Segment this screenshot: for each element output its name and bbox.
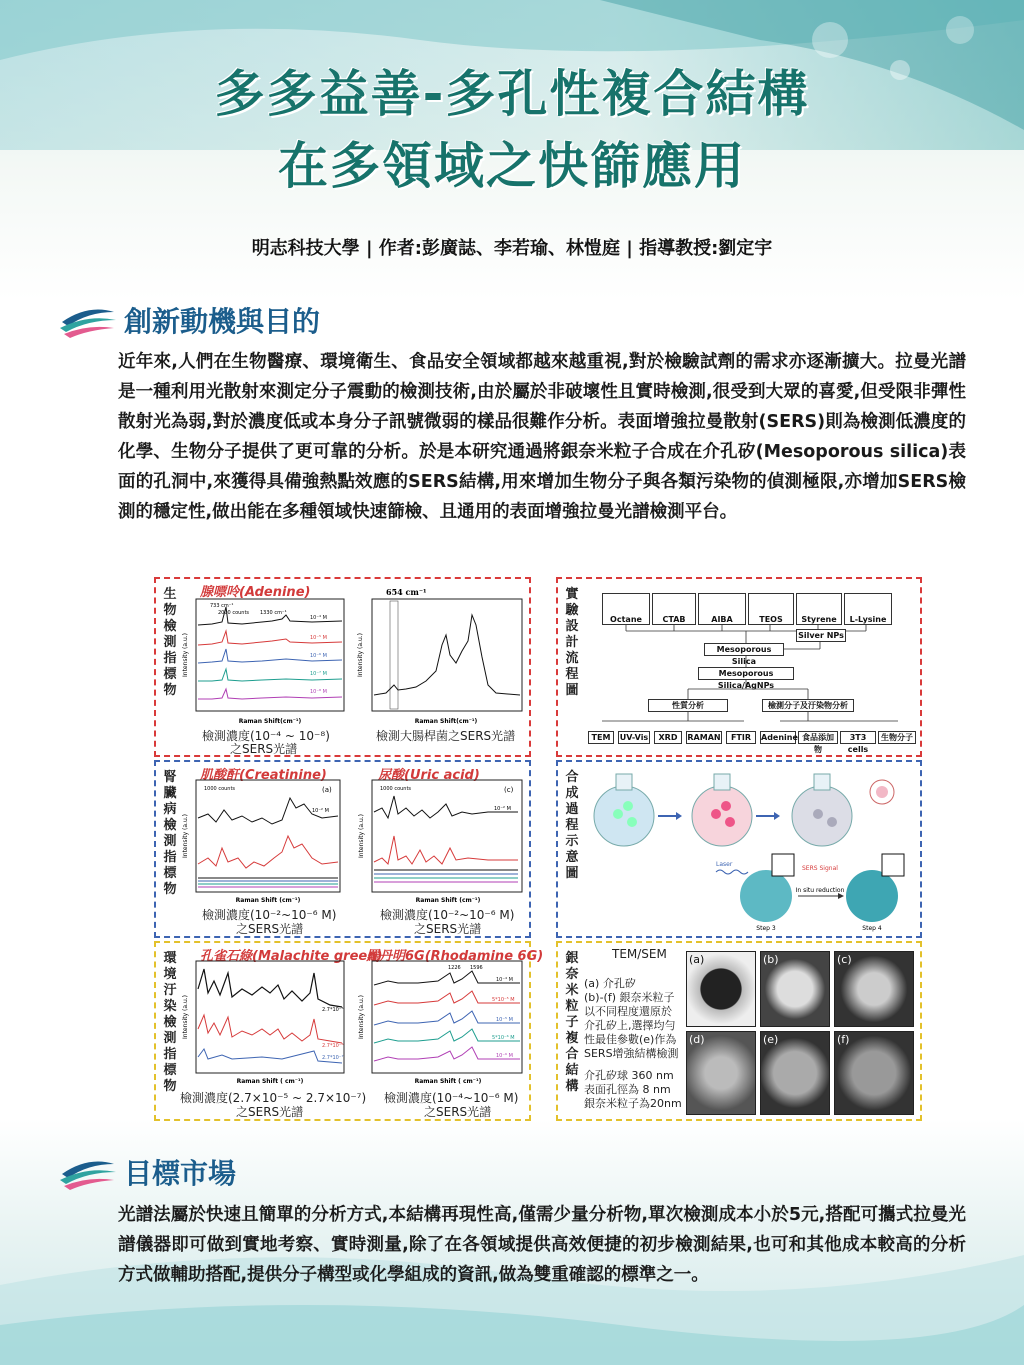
leaf-box: FTIR [726, 731, 756, 744]
laser-wave-icon [716, 870, 748, 874]
panel-label: 合成過程示意圖 [565, 770, 579, 881]
series-label: 10⁻⁷ M [310, 671, 327, 677]
step-label: Step 4 [862, 925, 882, 932]
series-label: 2.7*10⁻⁷ [322, 1055, 344, 1061]
in-situ-label: In situ reduction [795, 887, 845, 894]
spectrum-icon [882, 854, 904, 876]
spectrum-icon [772, 854, 794, 876]
peak-label: 654 cm⁻¹ [386, 587, 427, 597]
panel-synthesis-process [556, 760, 922, 938]
series-label: 10⁻⁵ M [310, 635, 327, 641]
motivation-paragraph: 近年來,人們在生物醫療、環境衛生、食品安全領域都越來越重視,對於檢驗試劑的需求亦逐漸擴大。拉曼光譜是一種利用光散射來測定分子震動的檢測技術,由於屬於非破壞性且實時檢測,很受到大眾的喜愛,但受限非彈性散射光為弱,對於濃度低或本身分子訊號微弱的樣品很難作分析。表面增強拉曼散射(SERS)則為檢測低濃度的化學、生物分子提供了更可靠的分析。於是本研究通過將銀奈米粒子合成在介孔矽(Mesoporous silica)表面的孔洞中,來獲得具備強熱點效應的SERS結構,用來增加生物分子與各類污染物的偵測極限,亦增加SERS檢測的穩定性,做出能在多種領域快速篩檢、且通用的表面增強拉曼光譜檢測平台。 [118, 352, 966, 522]
chart-title-adenine: 腺嘌呤(Adenine) [200, 585, 311, 600]
section-heading-motivation: 創新動機與目的 [58, 300, 320, 340]
panel-tag: (a) [322, 786, 332, 794]
panel-label: 銀奈米粒子複合結構 [565, 951, 579, 1094]
series-line-1e-3 [374, 836, 518, 864]
sem-image-f: (f) [834, 1031, 914, 1115]
chart-caption: 之SERS光譜 [424, 1105, 492, 1119]
chart-ecoli-sers [356, 585, 526, 727]
sem-image-e: (e) [760, 1031, 830, 1115]
panel-label: 實驗設計流程圖 [565, 587, 579, 698]
leaf-box: 生物分子 [878, 731, 916, 744]
chart-creatinine-sers [182, 778, 342, 906]
series-label: 2.7*10⁻⁶ [322, 1043, 344, 1049]
synthesis-diagram [582, 766, 918, 934]
series-label: 10⁻⁴ M [310, 615, 327, 621]
peak-label: 1226 [448, 965, 461, 971]
silver-nps-box: Silver NPs [796, 629, 846, 642]
chart-caption: 檢測濃度(2.7×10⁻⁵ ~ 2.7×10⁻⁷) [180, 1091, 367, 1105]
series-label: 10⁻² M [312, 808, 329, 814]
property-analysis-box: 性質分析 [648, 699, 728, 712]
y-axis-label: Intensity (a.u.) [357, 633, 364, 677]
swoosh-icon [58, 1152, 118, 1192]
panel-tag: (c) [504, 786, 514, 794]
reagent-box: Octane [602, 593, 650, 625]
chart-rhodamine-6g-sers [358, 959, 526, 1087]
chart-caption: 檢測濃度(10⁻⁴~10⁻⁶ M) [384, 1091, 519, 1105]
sem-sizes: 介孔矽球 360 nm 表面孔徑為 8 nm 銀奈米粒子為20nm [584, 1069, 682, 1110]
series-label: 10⁻⁸ M [310, 689, 327, 695]
series-line-2-7e-5 [198, 969, 342, 1007]
chart-title-malachite-green: 孔雀石綠(Malachite green) [200, 949, 383, 964]
series-label: 10⁻⁶ M [310, 653, 327, 659]
panel-kidney-markers [154, 760, 531, 938]
chart-caption: 之SERS光譜 [236, 1105, 304, 1119]
series-label: 2.7*10⁻⁵ [322, 1007, 344, 1013]
chart-caption: 檢測大腸桿菌之SERS光譜 [376, 729, 516, 743]
panel-bio-markers [154, 577, 531, 757]
mesoporous-silica-ag-box: Mesoporous Silica/AgNPs [698, 667, 794, 680]
sers-signal-label: SERS Signal [802, 865, 838, 872]
molecule-analysis-box: 檢測分子及汙染物分析 [762, 699, 854, 712]
laser-label: Laser [716, 861, 733, 868]
y-axis-label: Intensity (a.u.) [182, 995, 189, 1039]
series-label: 5*10⁻⁵ M [492, 997, 515, 1003]
chart-caption: 之SERS光譜 [230, 742, 298, 756]
counts-label: 2000 counts [218, 610, 250, 616]
leaf-box: XRD [654, 731, 682, 744]
leaf-box: 3T3 cells [840, 731, 876, 744]
panel-label: 生物檢測指標物 [163, 587, 177, 698]
series-line-1e-3 [198, 836, 338, 868]
series-line-2-7e-6 [198, 1015, 342, 1043]
series-label: 10⁻² M [494, 806, 511, 812]
reagent-box: L-Lysine [844, 593, 892, 625]
leaf-box: TEM [588, 731, 614, 744]
chart-malachite-green-sers [182, 959, 347, 1087]
flask-icon [692, 774, 752, 846]
poster-subtitle: 明志科技大學 | 作者:彭廣誌、李若瑜、林愷庭 | 指導教授:劉定宇 [251, 238, 773, 259]
y-axis-label: Intensity (a.u.) [358, 995, 365, 1039]
sem-heading: TEM/SEM [612, 947, 667, 961]
x-axis-label: Raman Shift(cm⁻¹) [238, 718, 302, 725]
chart-caption: 檢測濃度(10⁻⁴ ~ 10⁻⁸) [202, 729, 330, 743]
reagent-box: TEOS [748, 593, 794, 625]
chart-caption: 之SERS光譜 [414, 922, 482, 936]
reagent-box: Styrene [796, 593, 842, 625]
nanoparticle-icon [846, 870, 898, 922]
section-heading-target-market: 目標市場 [58, 1152, 236, 1192]
flask-icon [792, 774, 852, 846]
leaf-box: UV-Vis [619, 733, 649, 742]
panel-label: 環境汙染檢測指標物 [163, 951, 177, 1094]
series-label: 5*10⁻⁶ M [492, 1035, 515, 1041]
peak-label-2: 1330 cm⁻¹ [260, 610, 287, 616]
x-axis-label: Raman Shift (cm⁻¹) [235, 897, 301, 904]
y-axis-label: Intensity (a.u.) [182, 633, 189, 677]
panel-experiment-flow [556, 577, 922, 757]
sem-image-a: (a) [686, 951, 756, 1027]
sem-image-b: (b) [760, 951, 830, 1027]
y-axis-label: Intensity (a.u.) [358, 814, 365, 858]
x-axis-label: Raman Shift (cm⁻¹) [415, 897, 481, 904]
nanoparticle-icon [740, 870, 792, 922]
reagent-box: AIBA [698, 593, 746, 625]
chart-title-rhodamine-6g: 羅丹明6G(Rhodamine 6G) [366, 949, 544, 964]
panel-sem-images [556, 941, 922, 1121]
chart-caption: 檢測濃度(10⁻²~10⁻⁶ M) [380, 908, 515, 922]
target-market-paragraph: 光譜法屬於快速且簡單的分析方式,本結構再現性高,僅需少量分析物,單次檢測成本小於5元,搭配可攜式拉曼光譜儀器即可做到實地考察、實時測量,除了在各領域提供高效便捷的初步檢測結果,也可和其他成本較高的分析方式做輔助搭配,提供分子構型或化學組成的資訊,做為雙重確認的標準之一。 [118, 1205, 966, 1285]
peak-label: 733 cm⁻¹ [210, 603, 234, 609]
leaf-box: 食品添加物 [798, 731, 838, 744]
peak-label: 1596 [470, 965, 483, 971]
step-label: Step 3 [756, 925, 776, 932]
series-line-2-7e-7 [198, 1049, 342, 1063]
y-axis-label: Intensity (a.u.) [182, 814, 189, 858]
sem-image-d: (d) [686, 1031, 756, 1115]
series-line-ecoli [374, 615, 520, 695]
chart-title-creatinine: 肌酸酐(Creatinine) [200, 768, 327, 783]
series-label: 10⁻⁶ M [496, 1053, 513, 1059]
chart-title-uric-acid: 尿酸(Uric acid) [378, 768, 480, 783]
sem-image-c: (c) [834, 951, 914, 1027]
counts-label: 1000 counts [204, 786, 236, 792]
series-label: 10⁻⁴ M [496, 977, 513, 983]
panel-label: 腎臟病檢測指標物 [163, 770, 177, 897]
flask-icon [594, 774, 654, 846]
poster-title: 多多益善-多孔性複合結構 在多領域之快篩應用 [214, 65, 810, 195]
leaf-box: Adenine [761, 733, 798, 742]
reagent-box: CTAB [652, 593, 696, 625]
panel-env-pollutants [154, 941, 544, 1121]
chart-adenine-sers [182, 597, 347, 727]
x-axis-label: Raman Shift(cm⁻¹) [414, 718, 478, 725]
swoosh-icon [58, 300, 118, 340]
chart-caption: 檢測濃度(10⁻²~10⁻⁶ M) [202, 908, 337, 922]
counts-label: 1000 counts [380, 786, 412, 792]
leaf-box: RAMAN [687, 733, 721, 742]
mesoporous-silica-box: Mesoporous Silica [704, 643, 784, 656]
x-axis-label: Raman Shift ( cm⁻¹) [236, 1078, 304, 1085]
x-axis-label: Raman Shift ( cm⁻¹) [414, 1078, 482, 1085]
series-label: 10⁻⁵ M [496, 1017, 513, 1023]
chart-uric-acid-sers [358, 778, 526, 906]
chart-caption: 之SERS光譜 [236, 922, 304, 936]
sem-description: (a) 介孔矽 (b)-(f) 銀奈米粒子 以不同程度還原於 介孔矽上,選擇均勻 性最佳參數(e)作為 SERS增強結構檢測 [584, 977, 679, 1060]
